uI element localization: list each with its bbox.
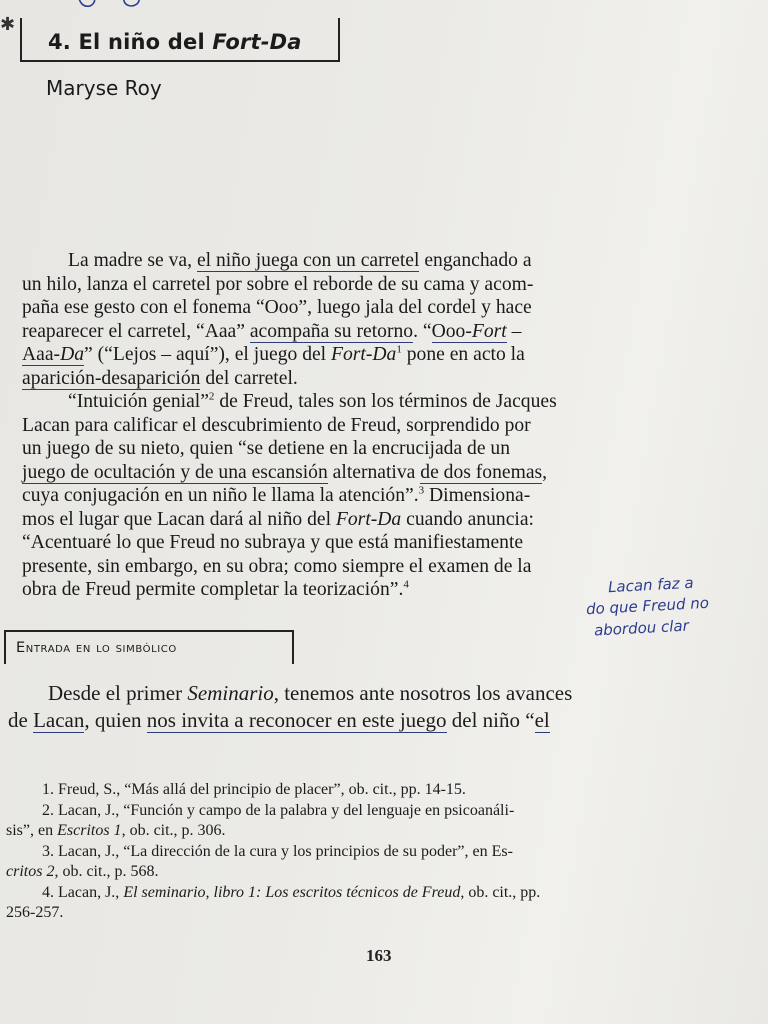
text-line: reaparecer el carretel, “Aaa” acompaña su retorno. “Ooo-Fort – xyxy=(22,320,522,342)
chapter-title xyxy=(48,30,302,54)
chapter-number: 4. xyxy=(48,30,71,54)
text-line: presente, sin embargo, en su obra; como siempre el examen de la xyxy=(22,555,532,577)
footnote-4: 4. Lacan, J., El seminario, libro 1: Los escritos técnicos de Freud, ob. cit., pp. xyxy=(42,883,541,901)
footnote-2-cont: sis”, en Escritos 1, ob. cit., p. 306. xyxy=(6,822,226,839)
asterisk-mark-icon: ✱ xyxy=(0,14,16,35)
paragraph-1 xyxy=(22,249,757,390)
text-line: un hilo, lanza el carretel por sobre el reborde de su cama y acom- xyxy=(22,273,534,295)
chapter-title-text: El niño del xyxy=(78,30,205,54)
text-line: cuya conjugación en un niño le llama la atención”.$^3$ Dimensiona- xyxy=(22,484,531,506)
footnote-1: 1. Freud, S., “Más allá del principio de placer”, ob. cit., pp. 14-15. xyxy=(42,781,466,798)
section-title: Entrada en lo simbólico xyxy=(16,640,177,656)
footnotes xyxy=(6,780,756,924)
footnote-2: 2. Lacan, J., “Función y campo de la palabra y del lenguaje en psicoanáli- xyxy=(42,801,515,819)
text-line: de Lacan, quien nos invita a reconocer en este juego del niño “el xyxy=(8,708,550,732)
text-line: aparición-desaparición del carretel. xyxy=(22,367,298,389)
text-line: paña ese gesto con el fonema “Ooo”, luego jala del cordel y hace xyxy=(22,297,532,318)
author-name: Maryse Roy xyxy=(46,76,162,100)
footnote-3-cont: critos 2, ob. cit., p. 568. xyxy=(6,863,159,880)
paragraph-2 xyxy=(22,390,757,602)
top-doodle-mark xyxy=(70,0,160,14)
paragraph-3 xyxy=(8,680,756,734)
text-line: un juego de su nieto, quien “se detiene en la encrucijada de un xyxy=(22,438,511,459)
text-line: Lacan para calificar el descubrimiento de Freud, sorprendido por xyxy=(22,414,531,436)
footnote-4-cont: 256-257. xyxy=(6,904,64,921)
text-line: La madre se va, el niño juega con un carretel enganchado a xyxy=(68,250,532,271)
page-number: 163 xyxy=(366,946,392,965)
text-line: Aaa-Da” (“Lejos – aquí”), el juego del Fort-Da$^1$ pone en acto la xyxy=(22,343,525,365)
main-text xyxy=(22,249,757,602)
handwritten-note-line: abordou clar xyxy=(593,616,690,640)
footnote-3: 3. Lacan, J., “La dirección de la cura y los principios de su poder”, en Es- xyxy=(42,842,513,860)
text-line: “Acentuaré lo que Freud no subraya y que está manifiestamente xyxy=(22,532,524,553)
handwritten-note-line: Lacan faz a xyxy=(607,573,694,597)
handwritten-note-line: do que Freud no xyxy=(585,593,710,619)
chapter-title-italic: Fort-Da xyxy=(212,30,302,54)
text-line: “Intuición genial”$^2$ de Freud, tales son los términos de Jacques xyxy=(68,390,557,412)
text-line: mos el lugar que Lacan dará al niño del Fort-Da cuando anuncia: xyxy=(22,508,534,530)
text-line: juego de ocultación y de una escansión alternativa de dos fonemas, xyxy=(22,461,548,483)
text-line: obra de Freud permite completar la teorización”.$^4$ xyxy=(22,578,409,600)
text-line: Desde el primer Seminario, tenemos ante nosotros los avances xyxy=(48,681,573,705)
